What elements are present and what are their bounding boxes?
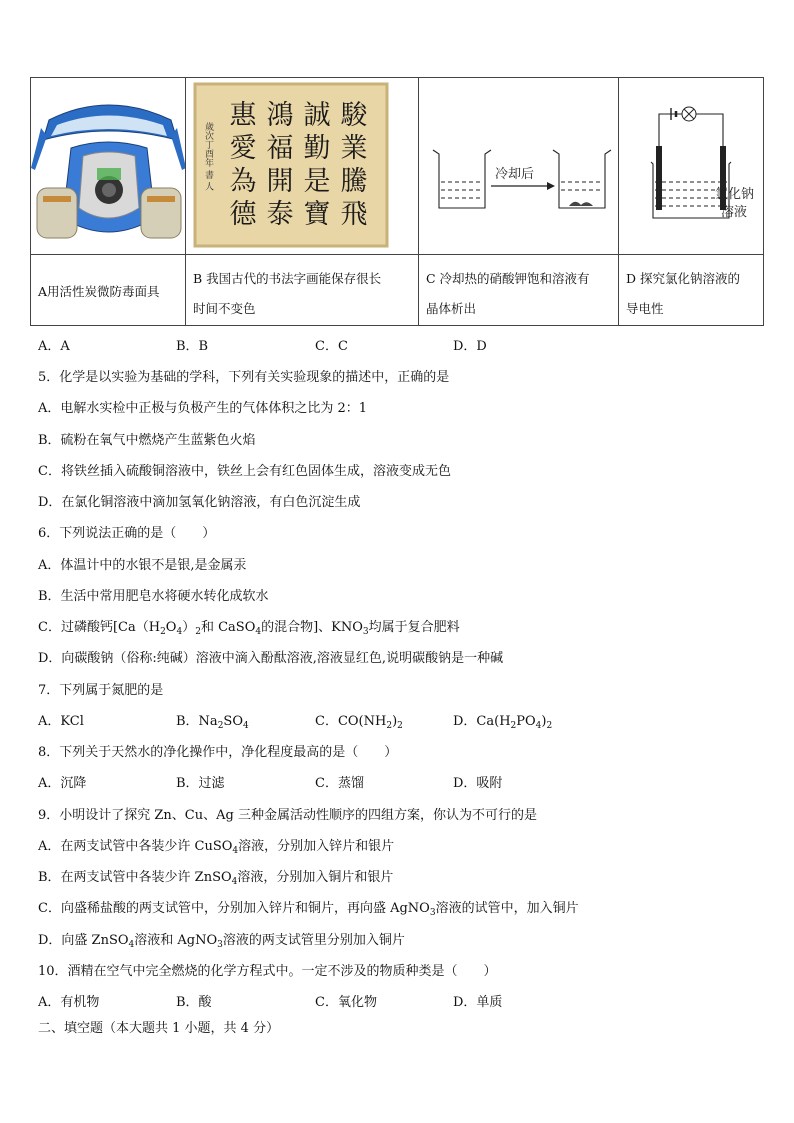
caption-a-text: A用活性炭微防毒面具: [38, 284, 160, 299]
q4-option-d: D．D: [453, 339, 487, 354]
q6-c-sub-1: 2: [160, 627, 166, 637]
q7-option-a: A．KCl: [38, 714, 84, 729]
caption-b-line2: 时间不变色: [193, 301, 256, 316]
q6-c-text-3: ）: [182, 620, 196, 635]
q9-c-text-1: C．向盛稀盐酸的两支试管中，分别加入锌片和铜片，再向盛 AgNO: [38, 901, 430, 916]
q7-d-text-1: D．Ca(H: [453, 714, 511, 729]
gas-mask-icon: [31, 78, 186, 254]
calligraphy-col-3: 鴻福開泰: [261, 100, 293, 232]
q7-c-text-1: C．CO(NH: [315, 714, 387, 729]
q7-b-sub-2: 4: [243, 721, 249, 731]
q8-stem: 8．下列关于天然水的净化操作中，净化程度最高的是（ ）: [38, 745, 398, 760]
figure-calligraphy: [186, 78, 419, 254]
q9-option-d: D．向盛 ZnSO$_4$溶液和 AgNO$_3$溶液的两支试管里分别加入铜片: [38, 933, 405, 950]
q4-option-b: B．B: [176, 339, 209, 354]
caption-c-line1: C 冷却热的硝酸钾饱和溶液有: [426, 271, 590, 286]
q9-d-sub-1: 4: [128, 940, 135, 950]
figure-cooling-beakers: [419, 78, 619, 254]
q6-option-d: D．向碳酸钠（俗称:纯碱）溶液中滴入酚酞溶液,溶液显红色,说明碳酸钠是一种碱: [38, 651, 504, 666]
q9-d-text-3: 溶液的两支试管里分别加入铜片: [222, 933, 405, 948]
q7-c-text-2: ): [392, 714, 398, 729]
q9-option-c: C．向盛稀盐酸的两支试管中，分别加入锌片和铜片，再向盛 AgNO$_3$溶液的试管中，加入铜片: [38, 901, 579, 918]
q7-b-text-2: SO: [223, 714, 243, 729]
q5-stem: 5．化学是以实验为基础的学科，下列有关实验现象的描述中，正确的是: [38, 370, 450, 385]
q9-a-text-2: 溶液，分别加入锌片和银片: [238, 839, 395, 854]
figure-conductivity: [619, 78, 764, 254]
q6-c-sub-4: 4: [255, 627, 262, 637]
q8-option-b: B．过滤: [176, 776, 225, 791]
q6-stem: 6．下列说法正确的是（ ）: [38, 526, 216, 541]
q7-d-text-3: ): [541, 714, 547, 729]
caption-a: [31, 254, 186, 326]
q6-c-sub-3: 2: [195, 627, 201, 637]
q7-d-sub-2: 4: [535, 721, 542, 731]
figure-table: [30, 77, 764, 326]
caption-d-line1: D 探究氯化钠溶液的: [626, 271, 740, 286]
q7-option-b: [176, 710, 249, 731]
calligraphy-col-4: 惠愛為德: [224, 100, 256, 232]
calligraphy-col-2: 誠勤是寶: [298, 100, 330, 232]
q6-option-a: A．体温计中的水银不是银,是金属汞: [38, 558, 247, 573]
q6-c-text-5: 的混合物]、KNO: [261, 620, 363, 635]
q7-d-sub-1: 2: [510, 721, 517, 731]
calligraphy-col-1: 駿業騰飛: [335, 100, 367, 232]
q9-a-sub: 4: [232, 846, 239, 856]
q4-option-c: C．C: [315, 339, 348, 354]
q6-c-sub-2: 4: [176, 627, 183, 637]
q8-option-d: D．吸附: [453, 776, 503, 791]
beaker-diagram: [419, 78, 619, 254]
q10-option-b: B．酸: [176, 995, 212, 1010]
section-2-heading: 二、填空题（本大题共 1 小题，共 4 分）: [38, 1021, 280, 1036]
q7-b-text-1: B．Na: [176, 714, 218, 729]
q7-stem: 7．下列属于氮肥的是: [38, 683, 164, 698]
q10-option-d: D．单质: [453, 995, 503, 1010]
q4-option-a: A．A: [38, 339, 70, 354]
q7-option-c: [315, 710, 403, 731]
calligraphy-side-text: 歲次丁酉年 書 人: [203, 122, 213, 191]
nacl-label-1: 氯化钠: [715, 187, 755, 202]
q9-option-a: [38, 835, 394, 856]
q9-option-b: [38, 866, 393, 887]
q8-option-c: C．蒸馏: [315, 776, 364, 791]
q5-option-c: C．将铁丝插入硫酸铜溶液中，铁丝上会有红色固体生成，溶液变成无色: [38, 464, 451, 479]
q7-option-d: [453, 710, 552, 731]
q6-c-text-4: 和 CaSO: [200, 620, 256, 635]
q9-b-text-1: B．在两支试管中各装少许 ZnSO: [38, 870, 232, 885]
caption-d-line2: 导电性: [626, 301, 664, 316]
q10-stem: 10．酒精在空气中完全燃烧的化学方程式中。一定不涉及的物质种类是（ ）: [38, 964, 497, 979]
caption-c-line2: 晶体析出: [426, 301, 477, 316]
q9-stem: 9．小明设计了探究 Zn、Cu、Ag 三种金属活动性顺序的四组方案，你认为不可行的是: [38, 808, 537, 823]
figure-gas-mask: [31, 78, 186, 254]
q9-c-text-2: 溶液的试管中，加入铜片: [435, 901, 579, 916]
q8-option-a: A．沉降: [38, 776, 87, 791]
q9-b-text-2: 溶液，分别加入铜片和银片: [237, 870, 394, 885]
calligraphy-image: [186, 78, 419, 254]
caption-b-line1: B 我国古代的书法字画能保存很长: [193, 271, 382, 286]
q9-a-text-1: A．在两支试管中各装少许 CuSO: [38, 839, 233, 854]
q10-option-c: C．氧化物: [315, 995, 377, 1010]
caption-d: [619, 254, 764, 326]
crystals-icon: [569, 202, 593, 206]
caption-b: [186, 254, 419, 326]
q6-c-text-2: O: [165, 620, 177, 635]
q6-c-text-6: 均属于复合肥料: [368, 620, 460, 635]
conductivity-diagram: [619, 78, 764, 254]
q5-option-d: D．在氯化铜溶液中滴加氢氧化钠溶液，有白色沉淀生成: [38, 495, 361, 510]
q7-c-sub-2: 2: [397, 721, 403, 731]
q7-d-sub-3: 2: [546, 721, 553, 731]
q9-b-sub: 4: [231, 877, 238, 887]
cooling-label: 冷却后: [495, 167, 535, 182]
nacl-label-2: 溶液: [721, 205, 748, 220]
q6-option-c: C．过磷酸钙[$Ca(H_2O_4)_2$和 CaSO$_4$的混合物]、$KNO_3$均属于复合肥料: [38, 620, 460, 637]
q5-option-b: B．硫粉在氧气中燃烧产生蓝紫色火焰: [38, 433, 256, 448]
q6-option-b: B．生活中常用肥皂水将硬水转化成软水: [38, 589, 269, 604]
q7-b-sub-1: 2: [217, 721, 224, 731]
caption-c: [419, 254, 619, 326]
q7-c-sub-1: 2: [386, 721, 393, 731]
q10-option-a: A．有机物: [38, 995, 100, 1010]
q9-d-text-2: 溶液和 AgNO: [134, 933, 218, 948]
q7-d-text-2: PO: [516, 714, 536, 729]
q9-d-text-1: D．向盛 ZnSO: [38, 933, 129, 948]
q5-option-a: A．电解水实检中正极与负极产生的气体体积之比为 2：1: [38, 401, 368, 416]
q6-c-text-1: C．过磷酸钙[Ca（H: [38, 620, 161, 635]
